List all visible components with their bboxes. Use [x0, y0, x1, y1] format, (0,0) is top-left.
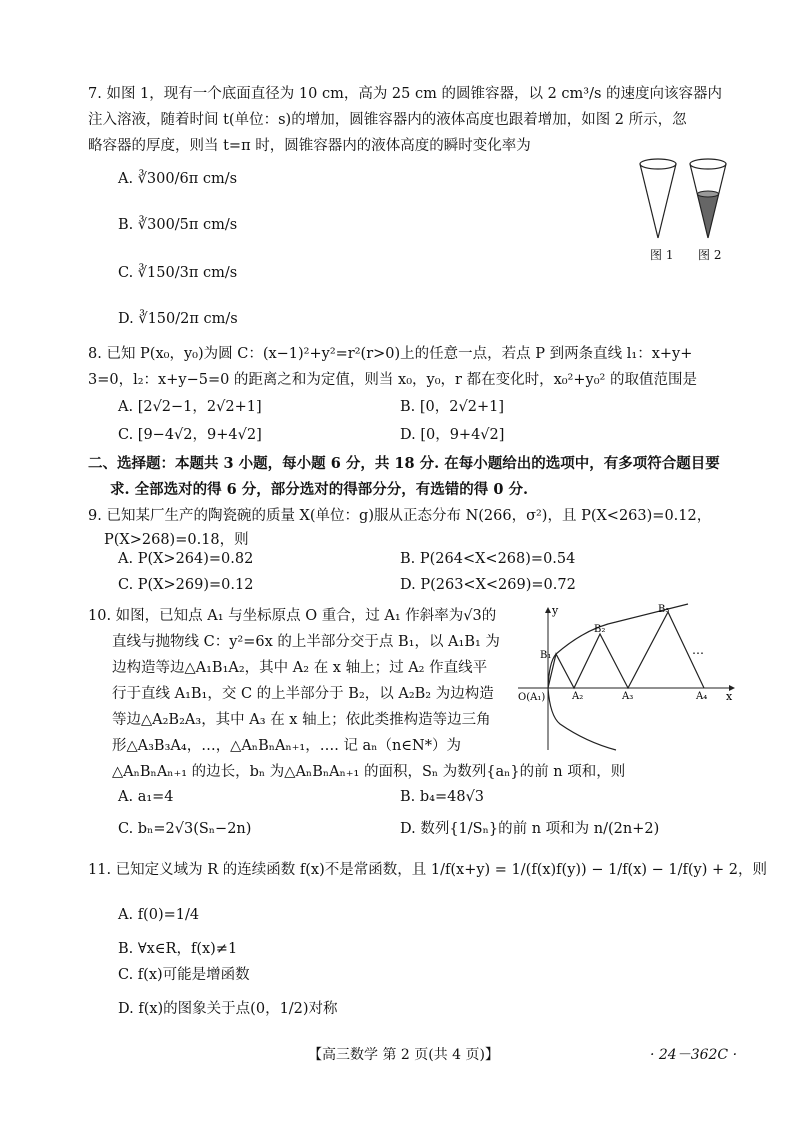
b2-label: B₂: [594, 624, 606, 635]
b3-label: B₃: [658, 604, 670, 615]
cone-figure-2: [690, 159, 726, 238]
x-axis-label: x: [726, 690, 733, 703]
section2-heading-line2: 求. 全部选对的得 6 分，部分选对的得部分分，有选错的得 0 分.: [110, 481, 529, 498]
q7-option-d: D. ∛150/2π cm/s: [118, 311, 238, 327]
q10-line4: 行于直线 A₁B₁，交 C 的上半部分于 B₂，以 A₂B₂ 为边构造: [112, 686, 494, 702]
q11-option-d: D. f(x)的图象关于点(0，1/2)对称: [118, 1001, 338, 1017]
y-axis-label: y: [552, 604, 559, 617]
q7-option-a: A. ∛300/6π cm/s: [118, 171, 238, 187]
q8-line1: 8. 已知 P(x₀，y₀)为圆 C：(x−1)²+y²=r²(r>0)上的任意一点，若点 P 到两条直线 l₁：x+y+: [88, 346, 693, 362]
q10-line2: 直线与抛物线 C：y²=6x 的上半部分交于点 B₁，以 A₁B₁ 为: [112, 634, 500, 650]
a3-label: A₃: [622, 691, 634, 702]
q10-line3: 边构造等边△A₁B₁A₂，其中 A₂ 在 x 轴上；过 A₂ 作直线平: [112, 660, 488, 676]
a2-label: A₂: [572, 691, 584, 702]
q9-line1: 9. 已知某厂生产的陶瓷碗的质量 X(单位：g)服从正态分布 N(266，σ²)，且 P(X<263)=0.12，: [88, 508, 712, 524]
parabola-triangle-graph: [516, 602, 740, 754]
q7-option-c: C. ∛150/3π cm/s: [118, 265, 238, 281]
q9-option-b: B. P(264<X<268)=0.54: [400, 551, 576, 567]
q8-option-a: A. [2√2−1，2√2+1]: [118, 399, 262, 415]
cone-figure-1: [640, 159, 676, 238]
parabola-curve: [548, 604, 688, 688]
a4-label: A₄: [696, 691, 708, 702]
fig2-label: 图 2: [698, 248, 722, 262]
q10-line5: 等边△A₂B₂A₃，其中 A₃ 在 x 轴上；依此类推构造等边三角: [112, 712, 491, 728]
q7-line2: 注入溶液，随着时间 t(单位：s)的增加，圆锥容器内的液体高度也跟着增加，如图 2 所示，忽: [88, 112, 687, 128]
q8-option-c: C. [9−4√2，9+4√2]: [118, 427, 262, 443]
q9-option-a: A. P(X>264)=0.82: [118, 551, 254, 567]
q7-line3: 略容器的厚度，则当 t=π 时，圆锥容器内的液体高度的瞬时变化率为: [88, 138, 531, 154]
fig1-label: 图 1: [650, 248, 674, 262]
q10-option-c: C. bₙ=2√3(Sₙ−2n): [118, 821, 252, 837]
q11-line1: 11. 已知定义域为 R 的连续函数 f(x)不是常函数，且 1/f(x+y) = 1/(f(x)f(y)) − 1/f(x) − 1/f(y) + 2，则: [88, 862, 767, 878]
graph-ellipsis: …: [692, 643, 704, 657]
footer-code: · 24－362C ·: [650, 1047, 738, 1063]
q10-option-d: D. 数列{1/Sₙ}的前 n 项和为 n/(2n+2): [400, 821, 660, 837]
section2-heading-line1: 二、选择题：本题共 3 小题，每小题 6 分，共 18 分. 在每小题给出的选项中，有多项符合题目要: [88, 455, 720, 472]
origin-label: O(A₁): [518, 692, 546, 703]
q8-option-d: D. [0，9+4√2]: [400, 427, 505, 443]
q9-line2: P(X>268)=0.18，则: [104, 532, 249, 548]
q10-line1: 10. 如图，已知点 A₁ 与坐标原点 O 重合，过 A₁ 作斜率为√3的: [88, 608, 497, 624]
footer-page-info: 【高三数学 第 2 页(共 4 页)】: [308, 1047, 499, 1063]
b1-label: B₁: [540, 650, 552, 661]
q11-option-a: A. f(0)=1/4: [118, 907, 200, 923]
q8-line2: 3=0，l₂：x+y−5=0 的距离之和为定值，则当 x₀，y₀，r 都在变化时，x₀²+y₀² 的取值范围是: [88, 372, 697, 388]
q9-option-d: D. P(263<X<269)=0.72: [400, 577, 576, 593]
q7-option-b: B. ∛300/5π cm/s: [118, 217, 238, 233]
q10-option-b: B. b₄=48√3: [400, 789, 485, 805]
q10-line7: △AₙBₙAₙ₊₁ 的边长，bₙ 为△AₙBₙAₙ₊₁ 的面积，Sₙ 为数列{aₙ}的前 n 项和，则: [112, 764, 626, 780]
q11-option-b: B. ∀x∈R，f(x)≠1: [118, 941, 238, 957]
q10-option-a: A. a₁=4: [118, 789, 174, 805]
q9-option-c: C. P(X>269)=0.12: [118, 577, 254, 593]
q7-line1: 7. 如图 1，现有一个底面直径为 10 cm，高为 25 cm 的圆锥容器，以 2 cm³/s 的速度向该容器内: [88, 86, 723, 102]
q8-option-b: B. [0，2√2+1]: [400, 399, 504, 415]
q11-option-c: C. f(x)可能是增函数: [118, 967, 250, 983]
triangle-chain: [548, 612, 704, 688]
q10-line6: 形△A₃B₃A₄，…，△AₙBₙAₙ₊₁，…. 记 aₙ（n∈N*）为: [112, 738, 461, 754]
